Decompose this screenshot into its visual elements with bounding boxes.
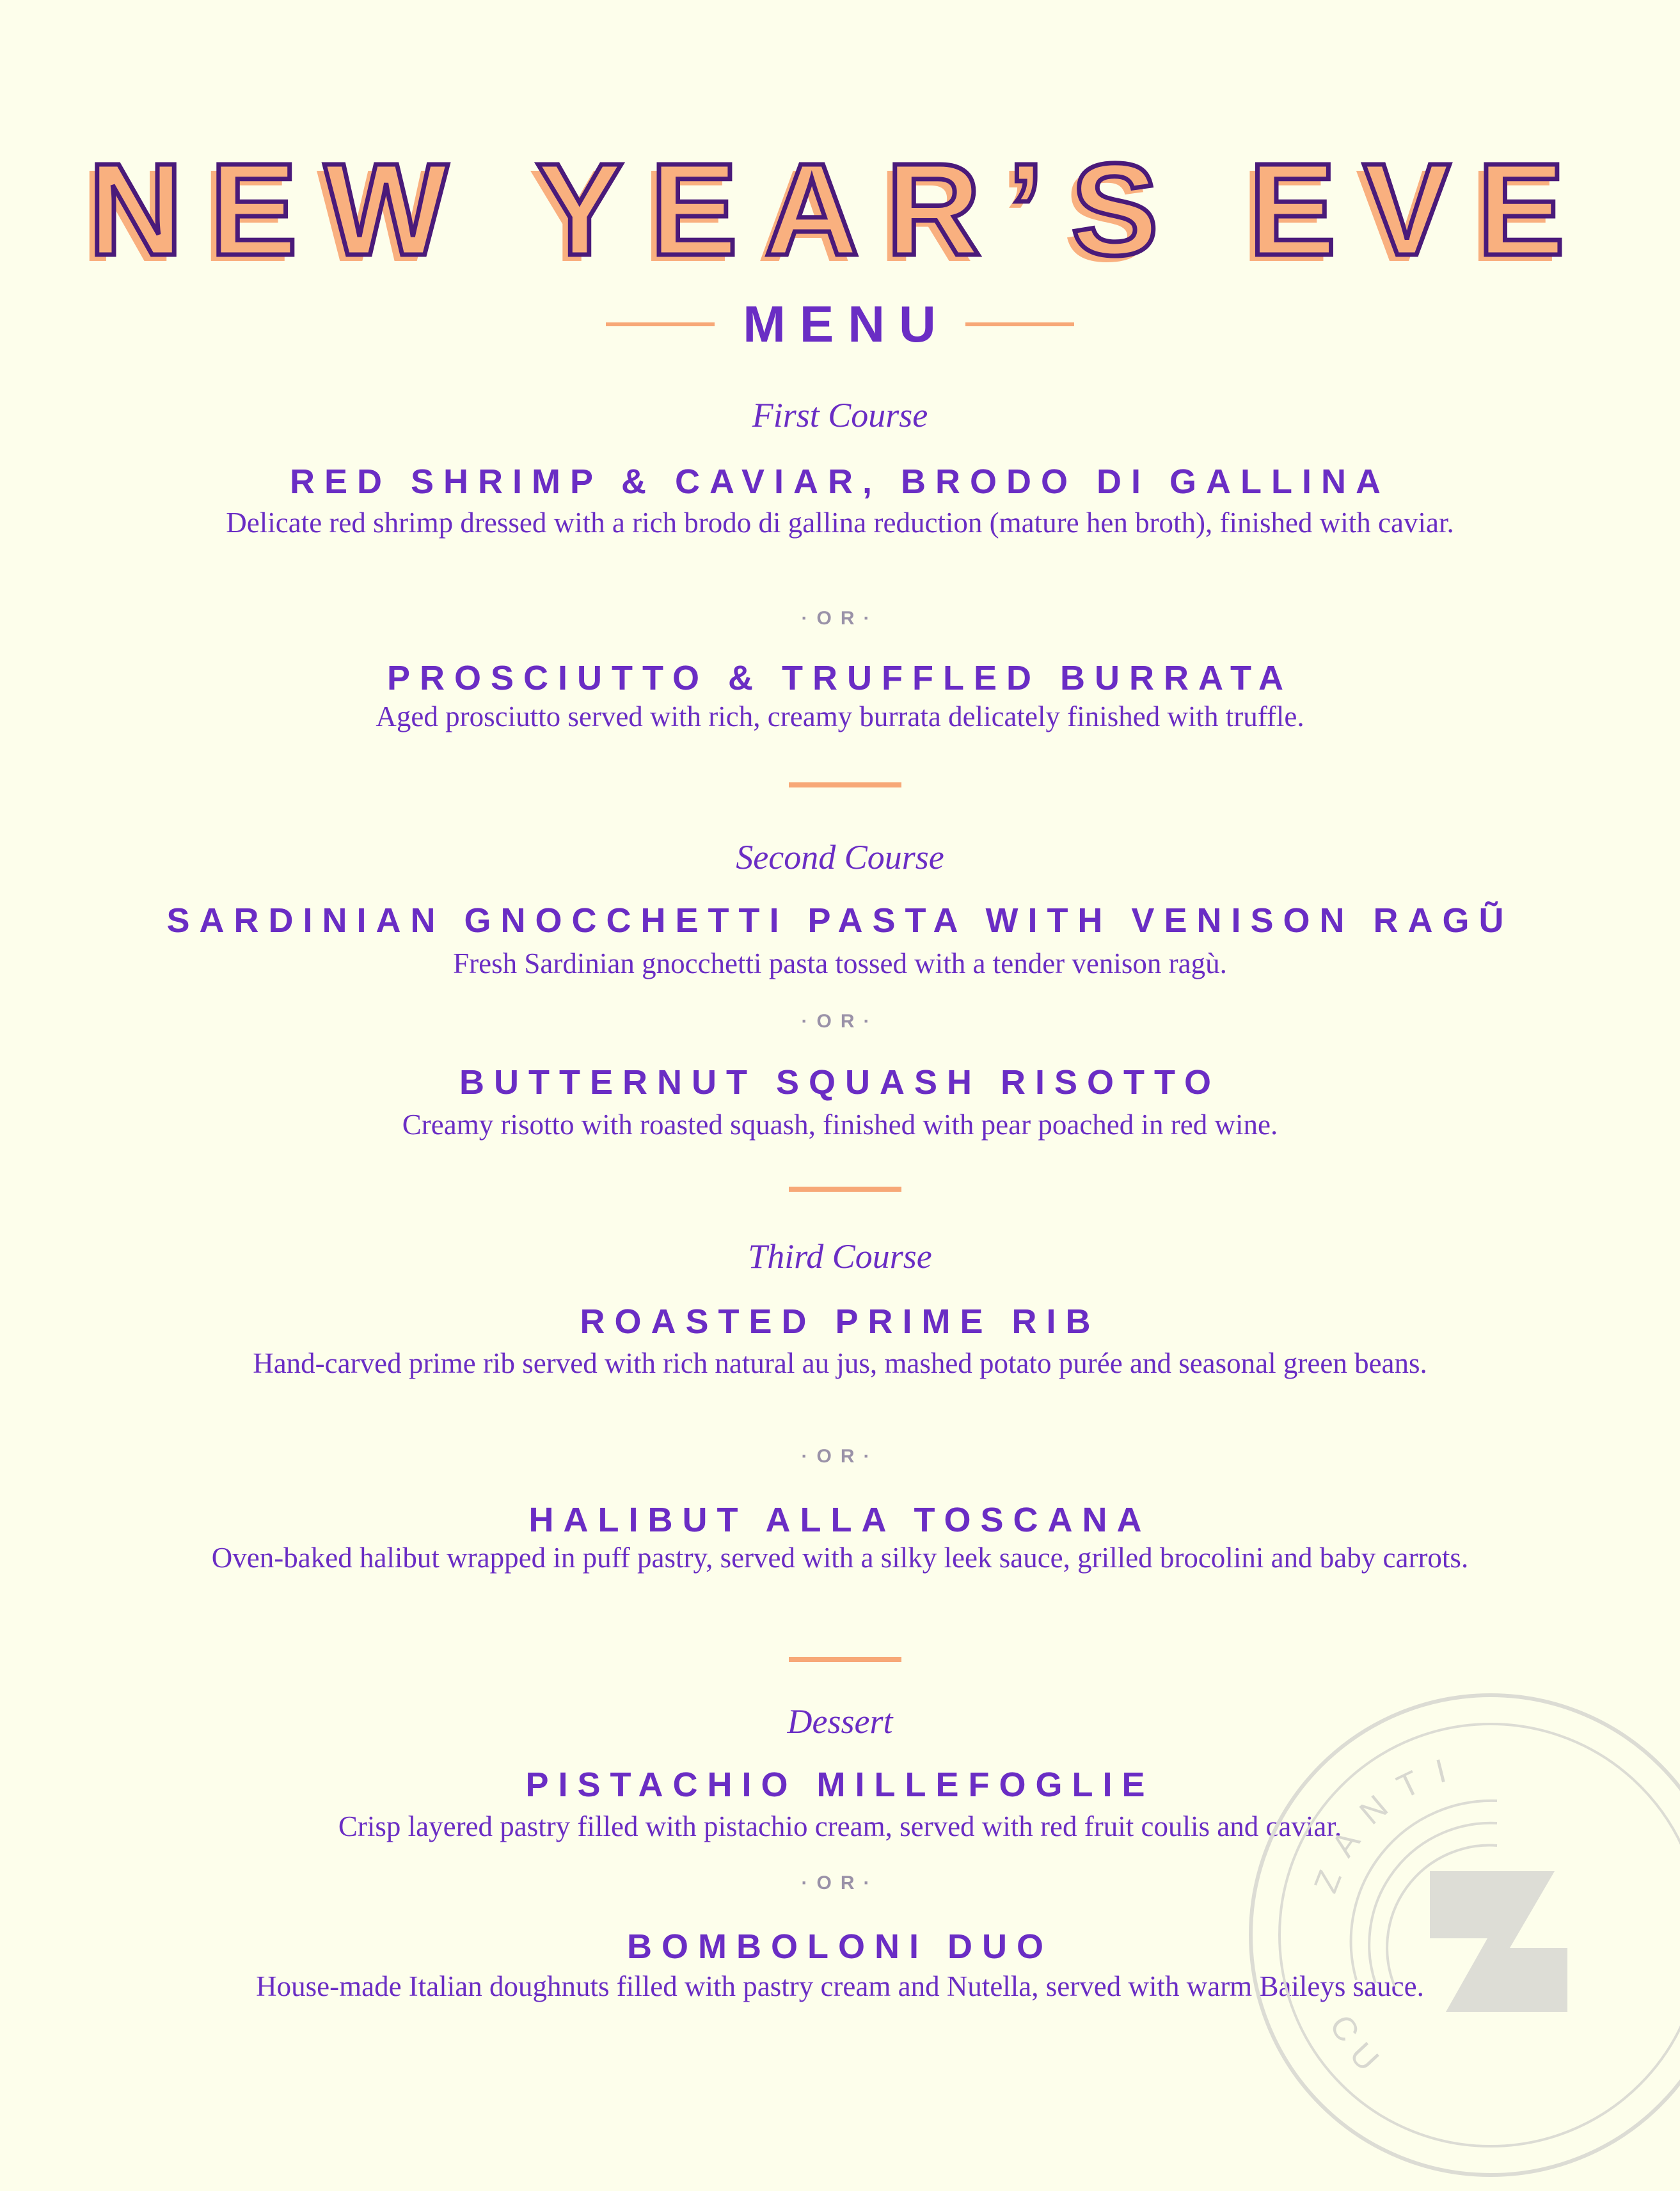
dish-description: Delicate red shrimp dressed with a rich brodo di gallina reduction (mature hen broth), finished with caviar. <box>226 507 1454 539</box>
course-label-first: First Course <box>752 396 928 434</box>
course-divider <box>789 1187 901 1192</box>
dish-description: House-made Italian doughnuts filled with pastry cream and Nutella, served with warm Baileys sauce. <box>256 1970 1424 2002</box>
menu-heading <box>0 296 1680 353</box>
dish-description: Creamy risotto with roasted squash, finished with pear poached in red wine. <box>402 1109 1278 1141</box>
dish-name: RED SHRIMP & CAVIAR, BRODO DI GALLINA <box>289 463 1391 501</box>
z-logo-icon <box>1430 1871 1567 2012</box>
dish-name: PROSCIUTTO & TRUFFLED BURRATA <box>387 659 1293 697</box>
dish-name: PISTACHIO MILLEFOGLIE <box>525 1766 1155 1804</box>
dish-description: Fresh Sardinian gnocchetti pasta tossed with a tender venison ragù. <box>453 947 1227 979</box>
course-label-second: Second Course <box>736 838 944 876</box>
course-divider <box>789 1657 901 1662</box>
dish-description: Oven-baked halibut wrapped in puff pastry, served with a silky leek sauce, grilled brocolini and baby carrots. <box>211 1542 1469 1574</box>
or-separator: ·OR· <box>801 608 879 629</box>
course-divider <box>789 782 901 787</box>
restaurant-seal-watermark <box>1235 1679 1680 2191</box>
dish-name: SARDINIAN GNOCCHETTI PASTA WITH VENISON RAGŨ <box>166 901 1514 940</box>
dish-name: BOMBOLONI DUO <box>627 1927 1053 1966</box>
course-label-third: Third Course <box>748 1237 932 1276</box>
dish-name: BUTTERNUT SQUASH RISOTTO <box>459 1063 1221 1102</box>
or-separator: ·OR· <box>801 1446 879 1467</box>
dish-name: ROASTED PRIME RIB <box>580 1302 1100 1341</box>
heading-rule-right <box>965 322 1074 326</box>
or-separator: ·OR· <box>801 1011 879 1032</box>
seal-bottom-text: CU <box>1322 2009 1395 2088</box>
dish-description: Aged prosciutto served with rich, creamy burrata delicately finished with truffle. <box>376 700 1304 732</box>
or-separator: ·OR· <box>801 1872 879 1894</box>
menu-subtitle: MENU <box>743 296 950 352</box>
dish-name: HALIBUT ALLA TOSCANA <box>528 1501 1152 1539</box>
dish-description: Crisp layered pastry filled with pistachio cream, served with red fruit coulis and caviar. <box>338 1810 1342 1842</box>
course-label-dessert: Dessert <box>787 1702 893 1741</box>
page-title: NEW YEAR’S EVE <box>88 136 1592 283</box>
seal-top-text: ZANTI <box>1307 1748 1468 1898</box>
dish-description: Hand-carved prime rib served with rich natural au jus, mashed potato purée and seasonal green beans. <box>253 1347 1427 1379</box>
heading-rule-left <box>606 322 715 326</box>
